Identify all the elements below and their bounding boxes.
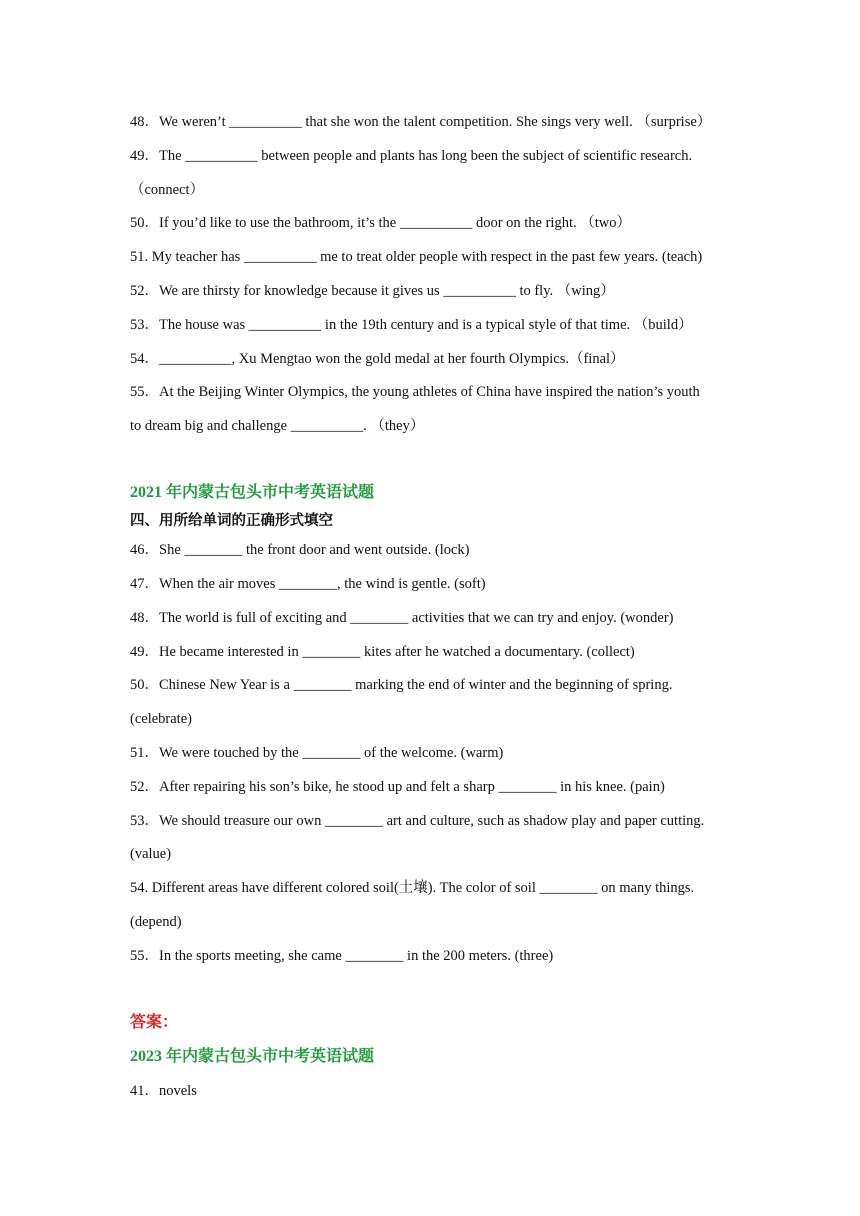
question-46: 46．She ________ the front door and went outside. (lock) [130, 542, 470, 558]
section-subtitle-2021: 四、用所给单词的正确形式填空 [130, 513, 333, 529]
answers-label: 答案： [130, 1014, 179, 1031]
question-55-cont: to dream big and challenge __________. （they） [130, 418, 425, 434]
answer-41: 41．novels [130, 1083, 197, 1099]
question-51-2021: 51．We were touched by the ________ of the welcome. (warm) [130, 745, 504, 761]
question-54-2021-hint: (depend) [130, 914, 182, 930]
question-55: 55．At the Beijing Winter Olympics, the young athletes of China have inspired the nation’s youth [130, 384, 700, 400]
question-55-2021: 55．In the sports meeting, she came ________ in the 200 meters. (three) [130, 948, 554, 964]
question-51: 51. My teacher has __________ me to treat older people with respect in the past few years. (teach) [130, 249, 703, 265]
question-52: 52．We are thirsty for knowledge because it gives us __________ to fly. （wing） [130, 283, 615, 299]
question-53: 53．The house was __________ in the 19th century and is a typical style of that time. （build） [130, 317, 693, 333]
question-54: 54．__________, Xu Mengtao won the gold medal at her fourth Olympics.（final） [130, 351, 625, 367]
question-48-2021: 48．The world is full of exciting and ________ activities that we can try and enjoy. (wonder) [130, 610, 674, 626]
question-49-hint: （connect） [130, 182, 205, 198]
question-47: 47．When the air moves ________, the wind is gentle. (soft) [130, 576, 486, 592]
question-53-2021-hint: (value) [130, 846, 172, 862]
section-title-2021: 2021 年内蒙古包头市中考英语试题 [130, 484, 375, 501]
question-49-2021: 49．He became interested in ________ kites after he watched a documentary. (collect) [130, 644, 635, 660]
question-54-2021: 54. Different areas have different colored soil(土壤). The color of soil ________ on many things. [130, 880, 695, 896]
question-52-2021: 52．After repairing his son’s bike, he stood up and felt a sharp ________ in his knee. (pain) [130, 779, 665, 795]
question-50: 50．If you’d like to use the bathroom, it’s the __________ door on the right. （two） [130, 215, 631, 231]
question-53-2021: 53．We should treasure our own ________ art and culture, such as shadow play and paper cutting. [130, 813, 705, 829]
question-50-2021-hint: (celebrate) [130, 711, 192, 727]
question-49: 49．The __________ between people and plants has long been the subject of scientific research. [130, 148, 693, 164]
question-50-2021: 50．Chinese New Year is a ________ marking the end of winter and the beginning of spring. [130, 677, 673, 693]
answers-section-title: 2023 年内蒙古包头市中考英语试题 [130, 1048, 375, 1065]
question-48: 48．We weren’t __________ that she won the talent competition. She sings very well. （surprise） [130, 114, 712, 130]
